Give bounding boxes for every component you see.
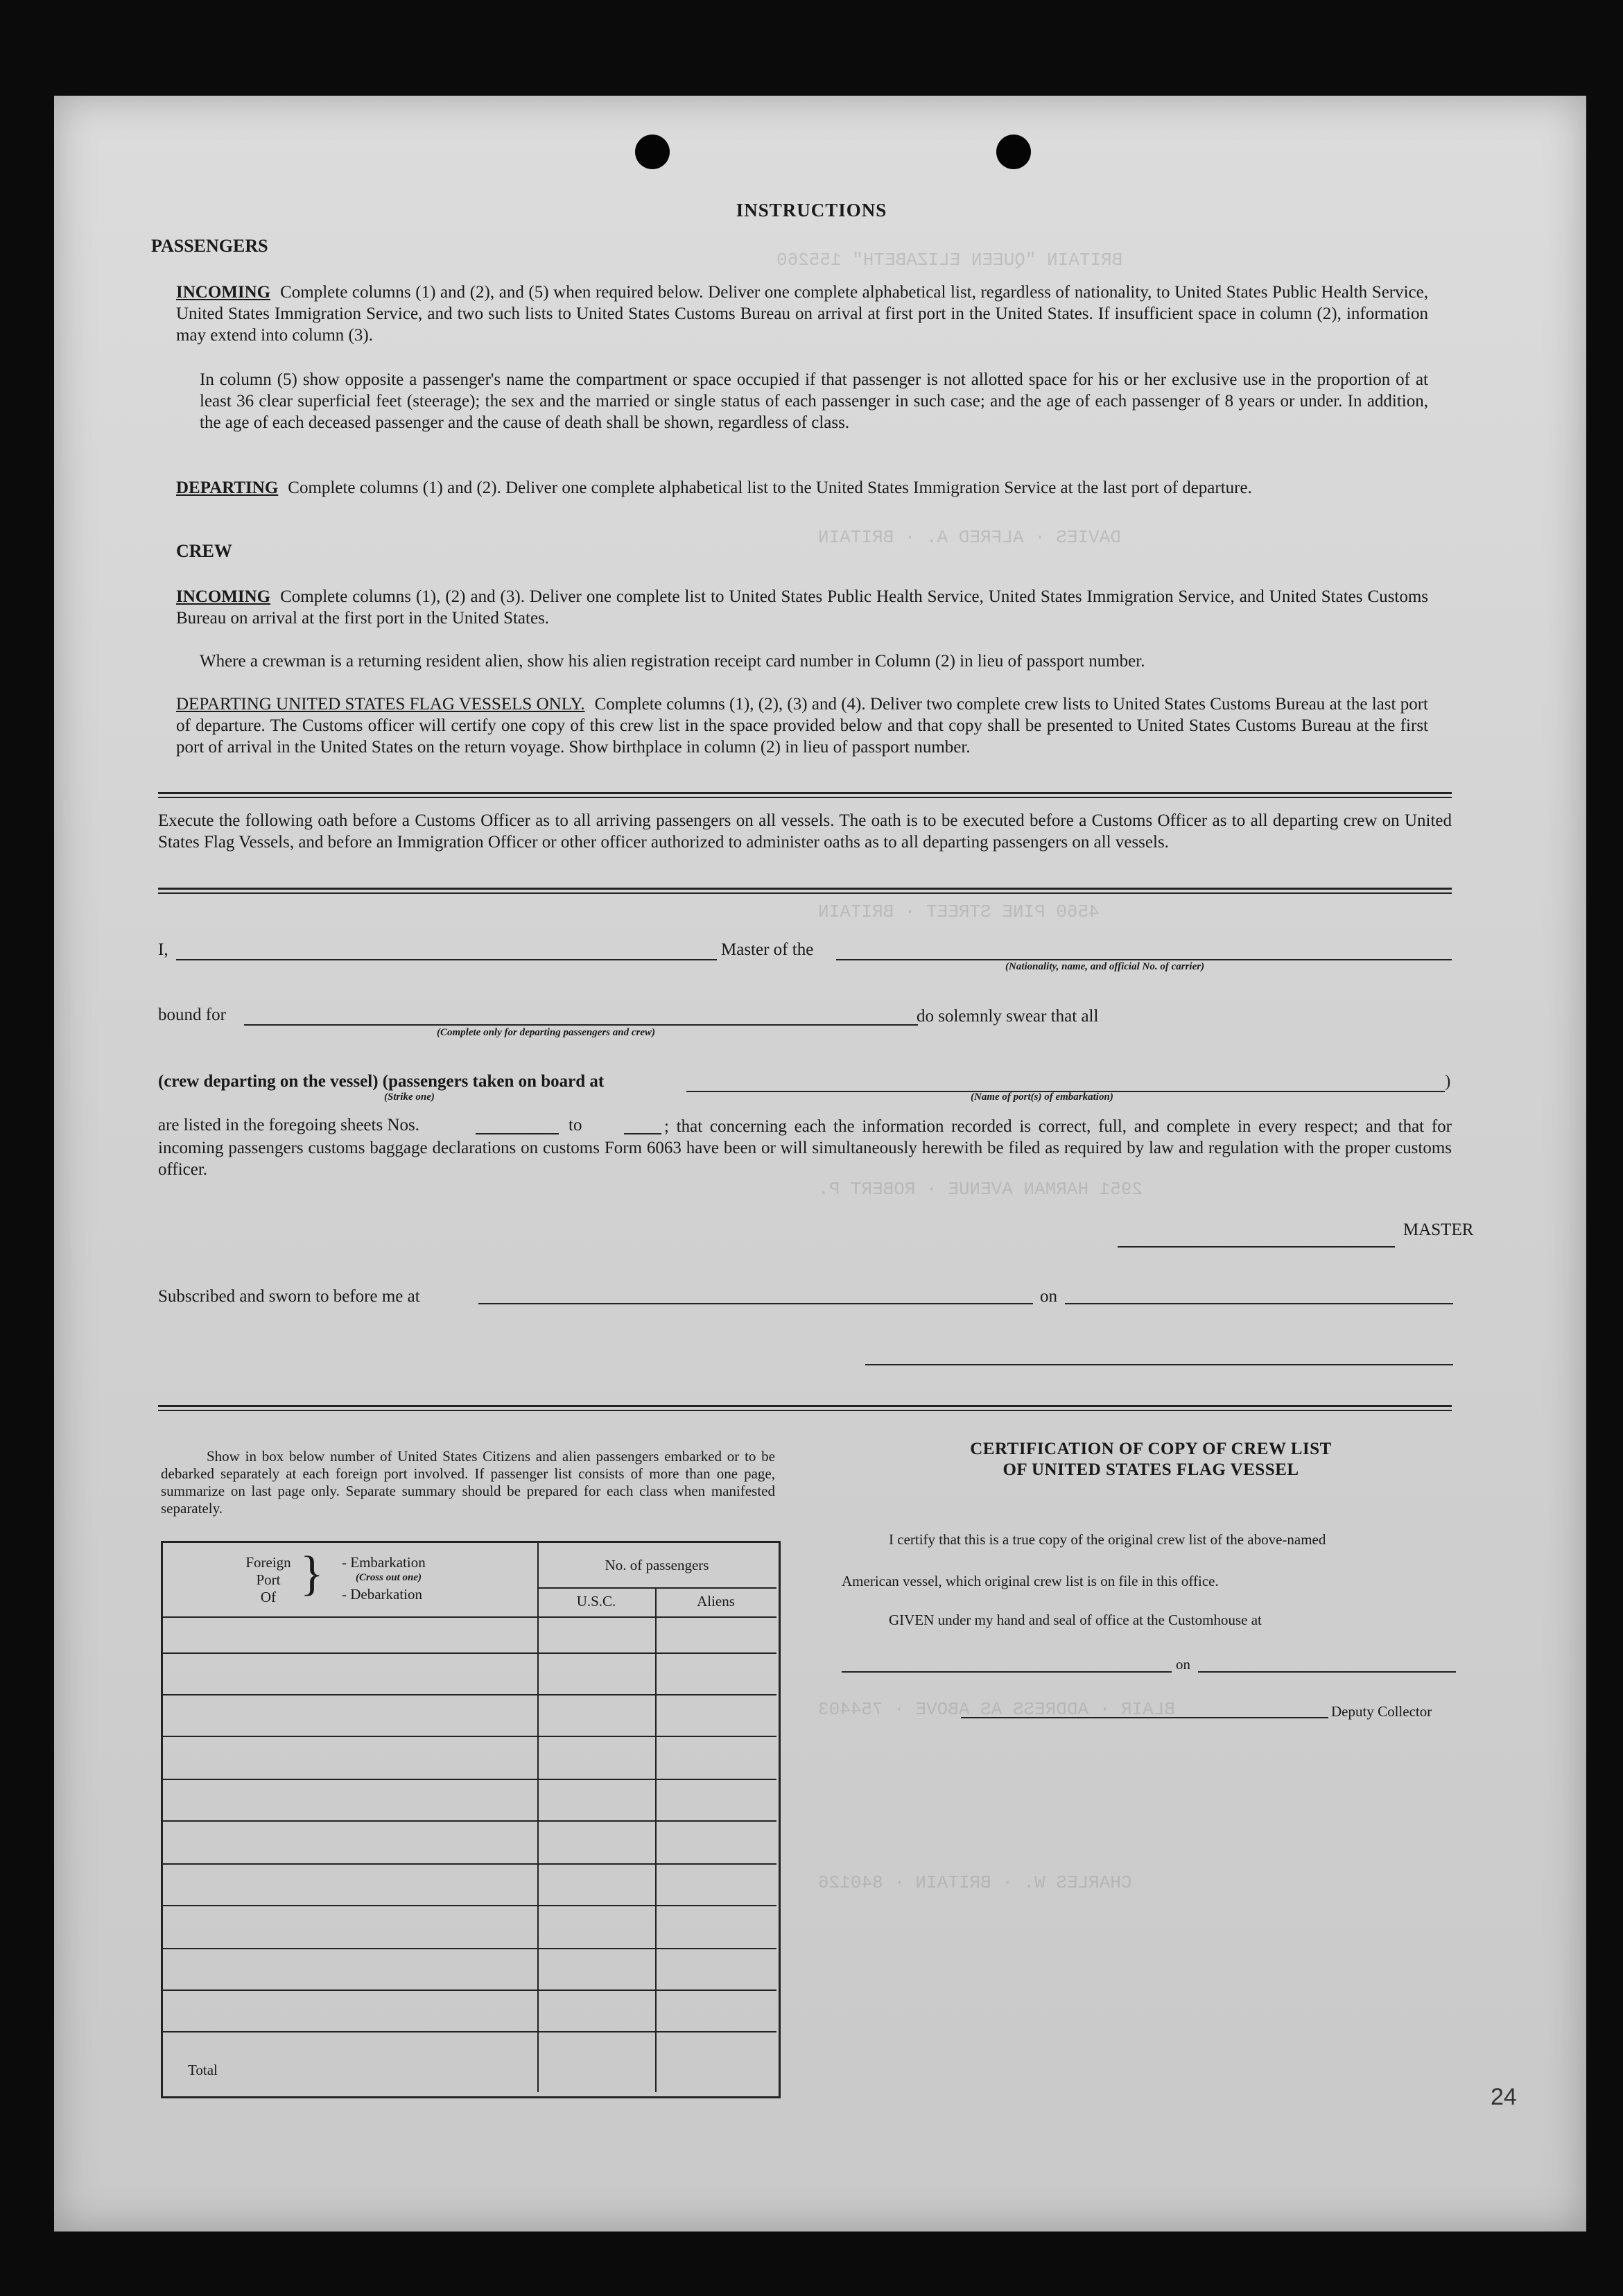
master-name-field[interactable] [176, 959, 717, 960]
bleed-through-text: BRITAIN "QUEEN ELIZABETH" 155260 [776, 250, 1123, 270]
embarkation-label: - Embarkation [342, 1554, 426, 1571]
strike-note: (Strike one) [384, 1091, 435, 1103]
cert-title-line1: CERTIFICATION OF COPY OF CREW LIST [970, 1440, 1332, 1458]
cert-date-field[interactable] [1198, 1671, 1456, 1673]
passenger-summary-table [161, 1541, 781, 2098]
foreign-port-of: Foreign Port Of [245, 1554, 291, 1605]
passengers-heading: PASSENGERS [151, 236, 268, 256]
listed-to-label: to [569, 1116, 582, 1134]
double-rule [158, 792, 1452, 798]
show-box-instructions: Show in box below number of United States Citizens and alien passengers embarked or to be debarked separately at each foreign port involved. If passenger list consists of more than one page, summarize on last page only. Separate summary should be prepared for each class when manifested separately. [161, 1448, 775, 1517]
column-divider [537, 1543, 539, 2092]
swear-label: do solemnly swear that all [917, 1007, 1099, 1026]
table-row [163, 1989, 776, 1991]
incoming-instructions [176, 282, 1428, 346]
crew-incoming-text: Complete columns (1), (2) and (3). Deliver one complete list to United States Public Health Service, United States Immigration Service, and United States Customs Bureau on arrival at the first port in the United States. [176, 587, 1428, 628]
table-row [163, 1820, 776, 1822]
master-label: MASTER [1403, 1220, 1474, 1239]
bleed-through-text: CHARLES W. · BRITAIN · 840126 [818, 1872, 1132, 1893]
crew-departing-strike: (crew departing on the vessel) (passengers taken on board at [158, 1072, 605, 1091]
listed-sheets-label: are listed in the foregoing sheets Nos. [158, 1116, 419, 1134]
table-row [163, 1652, 776, 1654]
sworn-on-label: on [1040, 1287, 1057, 1306]
page-title: INSTRUCTIONS [736, 200, 887, 221]
bleed-through-text: BLAIR · ADDRESS AS ABOVE · 754403 [818, 1699, 1175, 1720]
oath-intro: Execute the following oath before a Customs Officer as to all arriving passengers on all vessels. The oath is to be executed before a Customs Officer as to all departing crew on United States Flag Vessels, and before an Immigration Officer or other officer authorized to administer oaths as to all departing passengers on all vessels. [158, 811, 1452, 852]
bleed-through-text: 2951 HARMAN AVENUE · ROBERT P. [818, 1179, 1143, 1200]
cert-text-2: American vessel, which original crew list is on file in this office. [842, 1573, 1219, 1589]
sworn-date-field[interactable] [1065, 1303, 1453, 1304]
deputy-collector-label: Deputy Collector [1331, 1703, 1432, 1720]
row-divider [537, 1587, 776, 1589]
header-rule [163, 1616, 776, 1618]
table-row [163, 1905, 776, 1906]
cert-text-3: GIVEN under my hand and seal of office at the Customhouse at [889, 1612, 1262, 1628]
crew-heading: CREW [176, 541, 232, 561]
punch-hole [635, 135, 670, 169]
ports-note: (Name of port(s) of embarkation) [971, 1091, 1113, 1103]
punch-hole [996, 135, 1031, 169]
crew-departing-text: Complete columns (1), (2), (3) and (4). Deliver two complete crew lists to United States Customs Bureau at the last port of departure. The Customs officer will certify one copy of this crew list in the space provided below and that copy shall be presented to United States Customs Bureau at the first port of arrival in the United States on the return voyage. Show birthplace in column (2) in lieu of passport number. [176, 695, 1428, 757]
officer-signature-field[interactable] [865, 1364, 1453, 1365]
crew-departing-label: DEPARTING UNITED STATES FLAG VESSELS ONLY. [176, 695, 585, 714]
bound-for-field[interactable] [244, 1024, 918, 1026]
departing-instructions [176, 477, 1428, 499]
sworn-place-field[interactable] [478, 1303, 1033, 1304]
table-row [163, 1736, 776, 1737]
carrier-field[interactable] [836, 959, 1452, 960]
usc-header: U.S.C. [576, 1593, 616, 1609]
master-signature-field[interactable] [1118, 1246, 1395, 1248]
bleed-through-text: 4560 PINE STREET · BRITAIN [818, 901, 1100, 922]
deputy-signature-field[interactable] [961, 1717, 1328, 1718]
crew-incoming-label: INCOMING [176, 587, 271, 606]
table-row [163, 1779, 776, 1780]
complete-note: (Complete only for departing passengers and crew) [437, 1027, 655, 1038]
total-label: Total [188, 2062, 218, 2078]
oath-listed-text: ; that concerning each the information recorded is correct, full, and complete in every respect; and that for incoming passengers customs baggage declarations on customs Form 6063 have been or will simultaneously herewith be filed as required by law and regulation with the proper customs officer. [158, 1117, 1452, 1179]
cert-title-line2: OF UNITED STATES FLAG VESSEL [1003, 1460, 1299, 1479]
cross-out-note: (Cross out one) [356, 1572, 422, 1583]
master-of-label: Master of the [721, 940, 814, 959]
aliens-header: Aliens [697, 1593, 735, 1609]
crewman-instructions: Where a crewman is a returning resident alien, show his alien registration receipt card number in Column (2) in lieu of passport number. [200, 652, 1145, 671]
close-paren: ) [1445, 1072, 1451, 1091]
debarkation-label: - Debarkation [342, 1586, 423, 1603]
double-rule [158, 888, 1452, 894]
departing-label: DEPARTING [176, 478, 279, 497]
crew-incoming-instructions [176, 586, 1428, 629]
incoming-label: INCOMING [176, 283, 271, 302]
brace: } [300, 1547, 324, 1600]
customhouse-field[interactable] [842, 1671, 1172, 1673]
subscribed-label: Subscribed and sworn to before me at [158, 1287, 420, 1306]
column5-instructions: In column (5) show opposite a passenger's name the compartment or space occupied if that passenger is not allotted space for his or her exclusive use in the proportion of at least 36 clear superficial feet (steerage); the sex and the married or single status of each passenger in such case; and the age of each passenger of 8 years or under. In addition, the age of each deceased passenger and the cause of death shall be shown, regardless of class. [200, 370, 1428, 432]
page-number: 24 [1491, 2084, 1517, 2110]
column-divider [655, 1587, 657, 2092]
double-rule [158, 1405, 1452, 1411]
table-row [163, 1863, 776, 1865]
oath-i-label: I, [158, 940, 168, 959]
crew-departing-instructions [176, 693, 1428, 758]
departing-text: Complete columns (1) and (2). Deliver one complete alphabetical list to the United States Immigration Service at the last port of departure. [288, 478, 1252, 497]
cert-text-1: I certify that this is a true copy of the original crew list of the above-named [889, 1531, 1326, 1548]
incoming-text: Complete columns (1) and (2), and (5) when required below. Deliver one complete alphabetical list, regardless of nationality, to United States Public Health Service, United States Immigration Service, and two such lists to United States Customs Bureau on arrival at first port in the United States. If insufficient space in column (2), information may extend into column (3). [176, 283, 1428, 345]
table-row [163, 2031, 776, 2032]
no-passengers-header: No. of passengers [605, 1557, 709, 1573]
table-row [163, 1948, 776, 1949]
table-row [163, 1694, 776, 1695]
nationality-note: (Nationality, name, and official No. of carrier) [1005, 961, 1205, 972]
bleed-through-text: DAVIES · ALFRED A. · BRITAIN [818, 527, 1121, 548]
bound-for-label: bound for [158, 1005, 226, 1024]
cert-on-label: on [1176, 1656, 1190, 1673]
